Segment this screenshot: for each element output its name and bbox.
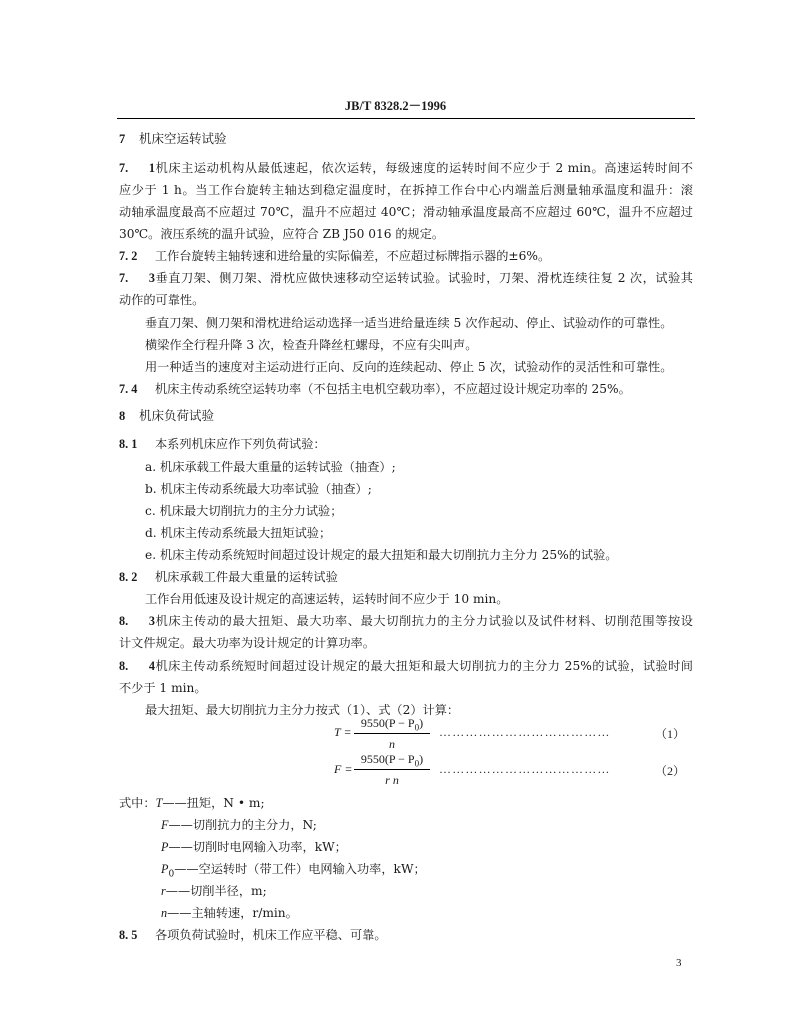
clause-7-1-line-4: 30℃。液压系统的温升试验，应符合 ZB J50 016 的规定。: [119, 227, 445, 241]
where-line: n——主轴转速，r/min。: [161, 906, 298, 920]
section-8-heading: 8 机床负荷试验: [119, 408, 215, 423]
where-line: r——切削半径，m;: [161, 884, 267, 898]
clause-8-5: 8. 5 各项负荷试验时，机床工作应平稳、可靠。: [119, 928, 387, 942]
list-item: a. 机床承载工件最大重量的运转试验（抽查）;: [145, 460, 396, 474]
list-item: b. 机床主传动系统最大功率试验（抽查）;: [145, 482, 372, 496]
clause-8-1: 8. 1 本系列机床应作下列负荷试验：: [119, 437, 326, 451]
equation-1-denominator: n: [389, 737, 395, 751]
clause-8-2-para-2: 工作台用低速及设计规定的高速运转，运转时间不应少于 10 min。: [145, 592, 509, 606]
clause-8-4-line-1: 8. 4机床主传动系统短时间超过设计规定的最大扭矩和最大切削抗力的主分力 25%的试验，试验时间: [119, 659, 693, 673]
where-line: $P_0——$空运转时（带工件）电网输入功率，kW；: [161, 862, 426, 880]
section-7-heading: 7 机床空运转试验: [119, 131, 227, 146]
clause-7-3-line-1: 7. 3垂直刀架、侧刀架、滑枕应做快速移动空运转试验。试验时，刀架、滑枕连续往复 2 次，试验其: [119, 271, 693, 285]
equation-1-number: （1）: [655, 727, 686, 741]
equation-2-numerator: $9550(P - P_0)$: [360, 752, 424, 769]
clause-8-4-line-2: 不少于 1 min。: [119, 681, 207, 695]
equation-2-lhs: F =: [334, 762, 353, 776]
list-item: d. 机床主传动系统最大扭矩试验；: [145, 526, 332, 540]
equation-1-fraction-bar: [354, 733, 430, 734]
clause-8-2: 8. 2 机床承载工件最大重量的运转试验: [119, 570, 338, 584]
equation-2-leader-dots: …………………………………: [439, 762, 611, 776]
equation-2-denominator: r n: [385, 773, 399, 787]
clause-7-1-line-1: 7. 1机床主运动机构从最低速起，依次运转，每级速度的运转时间不应少于 2 min。高速运转时间不: [119, 161, 693, 175]
equation-2-number: （2）: [655, 764, 686, 778]
clause-7-4: 7. 4 机床主传动系统空运转功率（不包括主电机空载功率），不应超过设计规定功率的 25%。: [119, 382, 631, 396]
list-item: e. 机床主传动系统短时间超过设计规定的最大扭矩和最大切削抗力主分力 25%的试验。: [145, 548, 618, 562]
where-line: P——切削时电网输入功率，kW；: [161, 840, 347, 854]
clause-7-3-para-3: 横梁作全行程升降 3 次，检查升降丝杠螺母，不应有尖叫声。: [145, 338, 478, 352]
clause-8-4-para-2: 最大扭矩、最大切削抗力主分力按式（1）、式（2）计算：: [145, 703, 460, 717]
equation-2-fraction-bar: [354, 769, 430, 770]
clause-7-3-line-2: 动作的可靠性。: [119, 293, 205, 307]
equation-1-leader-dots: …………………………………: [439, 725, 611, 739]
where-line: F——切削抗力的主分力，N;: [161, 818, 317, 832]
clause-7-1-line-2: 应少于 1 h。当工作台旋转主轴达到稳定温度时，在拆掉工作台中心内端盖后测量轴承温度和温升：滚: [119, 183, 693, 197]
page-number: 3: [676, 957, 682, 969]
where-line: 式中：T——扭矩，N • m;: [119, 796, 265, 810]
clause-7-1-line-3: 动轴承温度最高不应超过 70℃，温升不应超过 40℃；滑动轴承温度最高不应超过 60℃，温升不应超过: [119, 205, 693, 219]
equation-1-lhs: T =: [334, 725, 352, 739]
list-item: c. 机床最大切削抗力的主分力试验；: [145, 504, 343, 518]
clause-8-3-line-1: 8. 3机床主传动的最大扭矩、最大功率、最大切削抗力的主分力试验以及试件材料、切削范围等按设: [119, 614, 693, 628]
clause-7-3-para-2: 垂直刀架、侧刀架和滑枕进给运动选择一适当进给量连续 5 次作起动、停止、试验动作的可靠性。: [145, 316, 673, 330]
equation-1-numerator: $9550(P - P_0)$: [360, 716, 424, 733]
clause-7-3-para-4: 用一种适当的速度对主运动进行正向、反向的连续起动、停止 5 次，试验动作的灵活性和可靠性。: [145, 360, 673, 374]
clause-8-3-line-2: 计文件规定。最大功率为设计规定的计算功率。: [119, 636, 375, 650]
clause-7-2: 7. 2 工作台旋转主轴转速和进给量的实际偏差，不应超过标牌指示器的±6%。: [119, 249, 551, 263]
standard-header: JB/T 8328.2－1996: [344, 99, 447, 113]
header-rule: [117, 118, 695, 119]
